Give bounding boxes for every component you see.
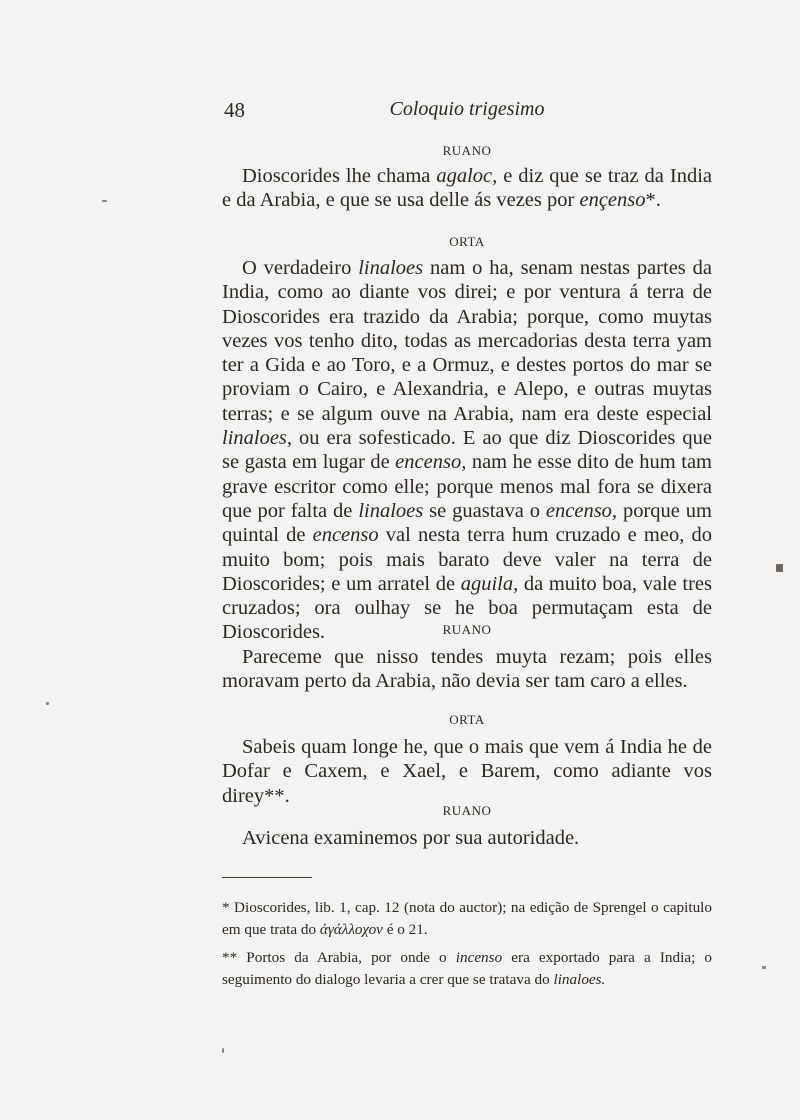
italic-term: encenso — [312, 524, 379, 547]
speech-text: Dioscorides lhe chama agaloc, e diz que se traz da India e da Arabia, e que se usa delle ás vezes por ençenso*. — [222, 165, 712, 212]
speech-text: Sabeis quam longe he, que o mais que vem á India he de Dofar e Caxem, e Xael, e Barem, como adiante vos direy**. — [222, 736, 712, 807]
scan-speck — [102, 200, 107, 202]
footnote-1 — [222, 897, 712, 941]
italic-term: encenso, — [395, 451, 467, 474]
italic-term: ἀγάλλοχον — [319, 921, 383, 938]
italic-term: encenso, — [545, 499, 618, 522]
italic-term: aguila, — [460, 572, 519, 595]
running-title: Coloquio trigesimo — [389, 98, 545, 120]
page-header — [222, 98, 712, 128]
italic-term: linaloes. — [553, 971, 606, 988]
scan-speck — [776, 564, 783, 572]
footnote-2 — [222, 947, 712, 991]
dialogue-block-3 — [222, 622, 712, 694]
speaker-label: RUANO — [442, 143, 492, 158]
dialogue-block-5 — [222, 803, 712, 850]
dialogue-block-4 — [222, 712, 712, 808]
italic-term: linaloes — [358, 499, 424, 522]
speech-text: O verdadeiro linaloes nam o ha, senam nestas partes da India, como ao diante vos direi; e por ventura á terra de Dioscorides era trazido da Arabia; porque, como muytas vezes vos tenho dito, todas as mercadorias desta terra yam ter a Gida e ao Toro, e a Ormuz, e destes portos do mar se proviam o Cairo, e Alexandria, e Alepo, e outras muytas terras; e se algum ouve na Arabia, nam era deste especial linaloes, ou era sofesticado. E ao que diz Dioscorides que se gasta em lugar de encenso, nam he esse dito de hum tam grave escritor como elle; porque menos mal fora se dixera que por falta de linaloes se guastava o encenso, porque um quintal de encenso val nesta terra hum cruzado e meo, do muito bom; pois mais barato deve valer na terra de Dioscorides; e um arratel de aguila, da muito boa, vale tres cruzados; ora oulhay se he boa permutaçam esta de Dioscorides. — [222, 257, 713, 644]
italic-term: incenso — [455, 949, 503, 966]
footnote-text: * Dioscorides, lib. 1, cap. 12 (nota do auctor); na edição de Sprengel o capitulo em que trata do ἀγάλλοχον é o 21. — [222, 899, 712, 938]
footnote-text: ** Portos da Arabia, por onde o incenso era exportado para a India; o seguimento do dialogo levaria a crer que se tratava do linaloes. — [222, 949, 712, 988]
italic-term: ençenso — [579, 189, 646, 212]
dialogue-block-1 — [222, 143, 712, 213]
italic-term: linaloes — [358, 257, 424, 279]
italic-term: agaloc, — [436, 165, 498, 187]
scan-speck — [46, 702, 49, 705]
dialogue-block-2 — [222, 234, 712, 645]
speaker-label: RUANO — [442, 803, 492, 818]
speaker-label: ORTA — [449, 234, 485, 249]
footnote-rule — [222, 877, 312, 878]
italic-term: linaloes, — [222, 427, 293, 450]
speech-text: Pareceme que nisso tendes muyta rezam; pois elles moravam perto da Arabia, não devia ser tam caro a elles. — [222, 646, 712, 693]
speech-text: Avicena examinemos por sua autoridade. — [242, 827, 580, 849]
page-number: 48 — [224, 98, 245, 122]
scan-speck — [222, 1048, 224, 1053]
scan-speck — [762, 966, 766, 969]
speaker-label: ORTA — [449, 712, 485, 727]
speaker-label: RUANO — [442, 622, 492, 637]
